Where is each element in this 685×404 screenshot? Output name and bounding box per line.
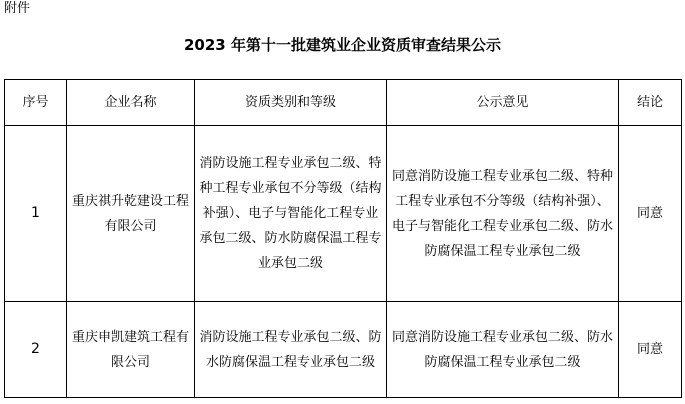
row-opinion: 同意消防设施工程专业承包二级、防水防腐保温工程专业承包二级 <box>387 302 619 398</box>
results-table <box>4 79 682 398</box>
attachment-label: 附件 <box>4 1 31 16</box>
row-conclusion: 同意 <box>619 126 682 302</box>
header-qualification: 资质类别和等级 <box>195 80 387 126</box>
header-conclusion: 结论 <box>619 80 682 126</box>
row-qualification: 消防设施工程专业承包二级、特种工程专业承包不分等级（结构补强）、电子与智能化工程专业承包二级、防水防腐保温工程专业承包二级 <box>195 126 387 302</box>
header-index: 序号 <box>5 80 67 126</box>
row-conclusion: 同意 <box>619 302 682 398</box>
row-company: 重庆祺升乾建设工程有限公司 <box>67 126 195 302</box>
table-row <box>5 302 682 398</box>
row-qualification: 消防设施工程专业承包二级、防水防腐保温工程专业承包二级 <box>195 302 387 398</box>
table-row <box>5 126 682 302</box>
table-header-row <box>5 80 682 126</box>
row-index: 1 <box>5 126 67 302</box>
page-title: 2023 年第十一批建筑业企业资质审查结果公示 <box>184 36 501 54</box>
row-company: 重庆申凯建筑工程有限公司 <box>67 302 195 398</box>
header-opinion: 公示意见 <box>387 80 619 126</box>
row-index: 2 <box>5 302 67 398</box>
row-opinion: 同意消防设施工程专业承包二级、特种工程专业承包不分等级（结构补强）、电子与智能化工程专业承包二级、防水防腐保温工程专业承包二级 <box>387 126 619 302</box>
header-company: 企业名称 <box>67 80 195 126</box>
